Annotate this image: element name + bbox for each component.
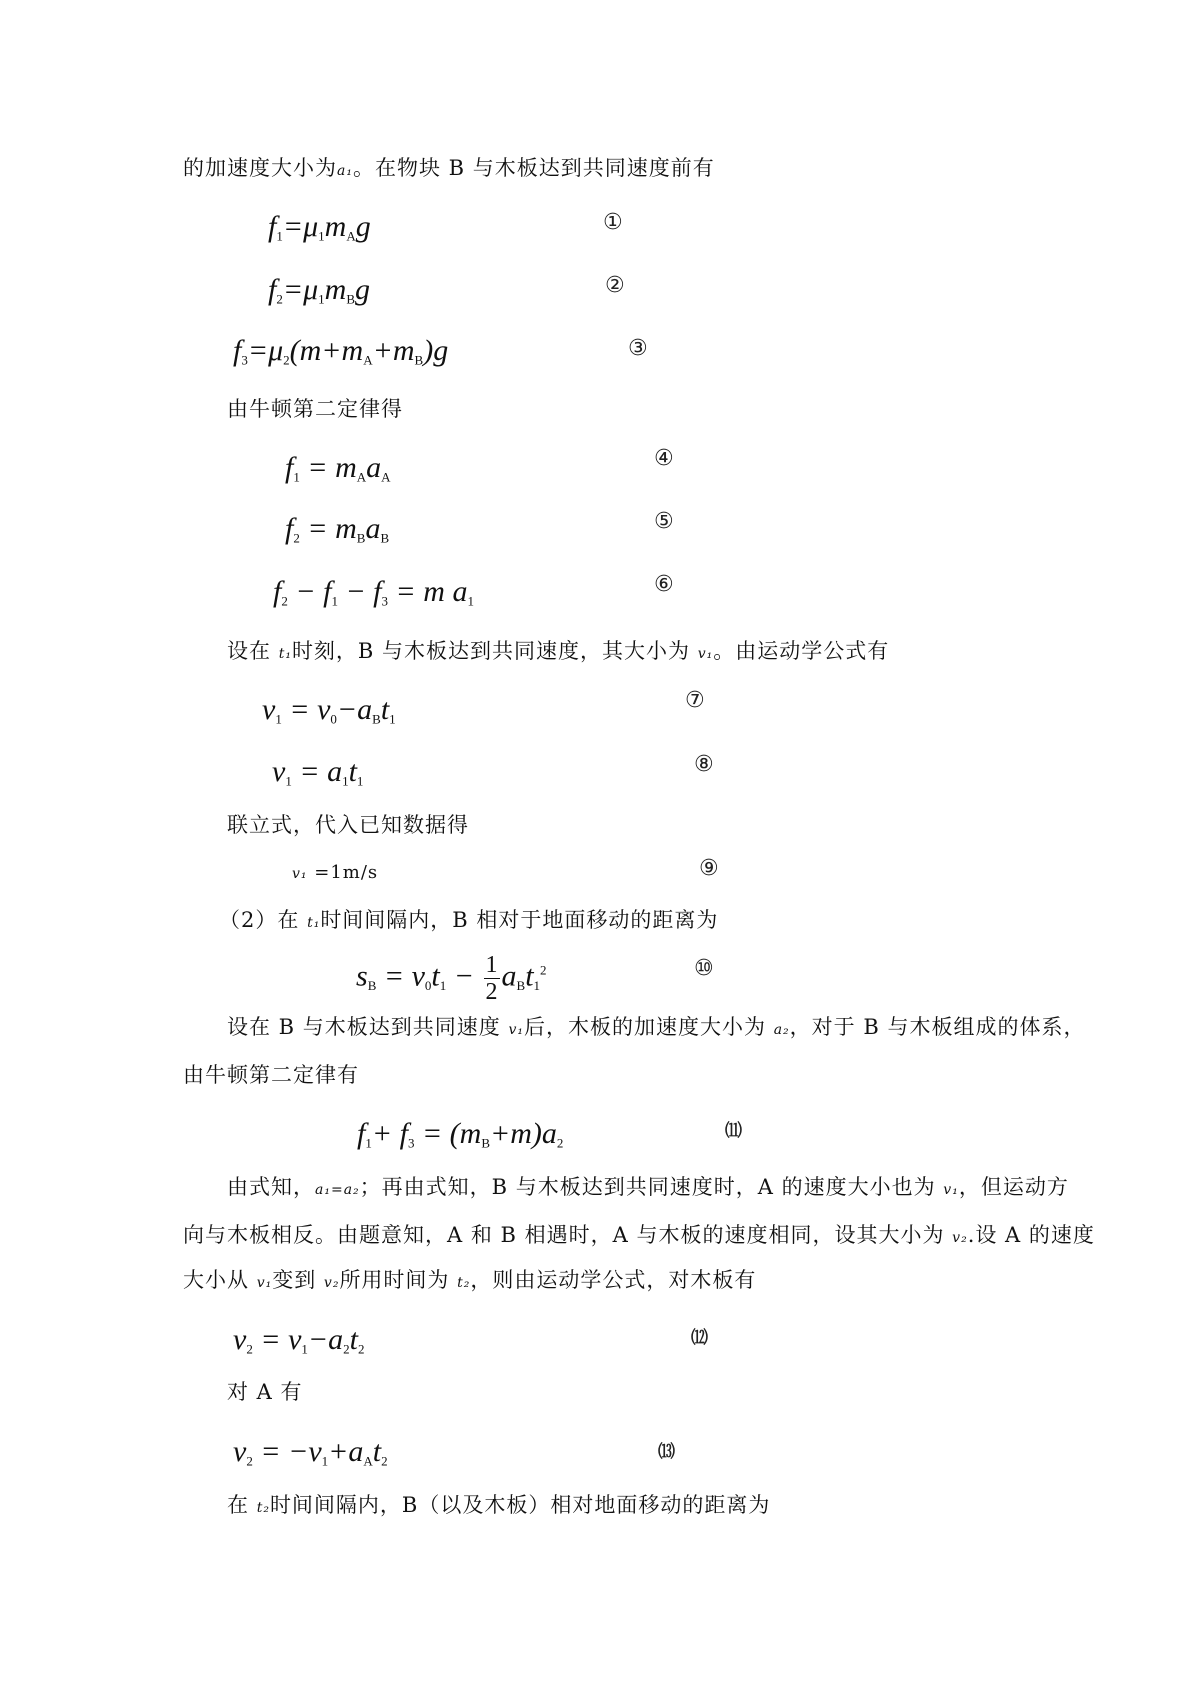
variable-t2: t₂ — [457, 1275, 471, 1291]
equation-10: $s_B = v_0t_1$ − $\frac{1}{2}$ $a_Bt_1^2$ — [356, 952, 547, 1005]
text-span: 大小从 — [183, 1268, 249, 1292]
variable-t1: t₁ — [307, 915, 321, 931]
equation-number-13: ⒀ — [658, 1442, 672, 1462]
text-span: 。由运动学公式有 — [713, 639, 890, 663]
equation-number-4: ④ — [654, 446, 674, 471]
text-span: （2）在 — [219, 908, 300, 932]
variable-v1: v₁ — [697, 646, 714, 662]
variable-a2: a₂ — [773, 1022, 790, 1038]
equation-7: $v_1 = v_0-a_Bt_1$ — [262, 693, 396, 727]
equation-number-11: ⑾ — [725, 1121, 739, 1141]
equation-11: $f_1+ f_3 = (m_B+m)a_2$ — [357, 1117, 564, 1151]
text-span: 时间间隔内，B（以及木板）相对地面移动的距离为 — [269, 1493, 771, 1517]
text-span: 的加速度大小为 — [183, 156, 337, 180]
equation-number-1: ① — [603, 210, 623, 235]
result-v1 — [292, 858, 378, 889]
fraction-numerator: 1 — [485, 952, 498, 978]
text-line-12 — [227, 1490, 770, 1523]
text-span: ；再由式知，B 与木板达到共同速度时，A 的速度大小也为 — [359, 1175, 936, 1199]
text-line-11: 对 A 有 — [227, 1380, 303, 1404]
variable-t1: t₁ — [278, 646, 292, 662]
text-span: 在 — [227, 1493, 249, 1517]
fraction-one-half — [484, 952, 500, 1005]
text-span: 设在 — [227, 639, 271, 663]
variable-a1-eq-a2: a₁=a₂ — [315, 1182, 360, 1198]
value-text: =1m/s — [314, 862, 379, 883]
variable-a1: a₁ — [337, 163, 353, 179]
equation-number-10: ⑩ — [694, 956, 714, 981]
equation-number-8: ⑧ — [694, 752, 714, 777]
text-line-4: 联立式，代入已知数据得 — [227, 813, 469, 837]
variable-v1: v₁ — [943, 1182, 959, 1198]
text-span: .设 A 的速度 — [967, 1223, 1095, 1247]
text-span: 所用时间为 — [339, 1268, 450, 1292]
text-span: ，但运动方 — [958, 1175, 1069, 1199]
text-line-7: 由牛顿第二定律有 — [183, 1063, 359, 1087]
equation-number-3: ③ — [628, 336, 648, 361]
equation-number-12: ⑿ — [691, 1328, 705, 1348]
equation-number-9: ⑨ — [699, 856, 719, 881]
equation-13: $v_2 = -v_1+a_At_2$ — [233, 1435, 388, 1469]
text-line-5 — [219, 905, 718, 938]
text-line-10 — [183, 1265, 756, 1298]
variable-t2: t₂ — [256, 1500, 270, 1516]
equation-number-5: ⑤ — [654, 509, 674, 534]
text-span: ，则由运动学公式，对木板有 — [470, 1268, 757, 1292]
equation-12: $v_2 = v_1-a_2t_2$ — [233, 1323, 365, 1357]
variable-v2: v₂ — [323, 1275, 340, 1291]
fraction-denominator: 2 — [485, 979, 498, 1005]
text-span: 设在 B 与木板达到共同速度 — [227, 1015, 501, 1039]
equation-number-2: ② — [605, 273, 625, 298]
equation-number-7: ⑦ — [685, 688, 705, 713]
text-line-9 — [183, 1220, 1095, 1253]
text-line-1 — [183, 153, 715, 186]
text-line-3 — [227, 636, 889, 669]
variable-v1: v₁ — [256, 1275, 273, 1291]
variable-v1: v₁ — [292, 866, 308, 882]
equation-8: $v_1 = a_1t_1$ — [272, 755, 364, 789]
text-span: 。在物块 B 与木板达到共同速度前有 — [352, 156, 715, 180]
variable-v1: v₁ — [508, 1022, 525, 1038]
equation-1: $f_1=\mu_1m_Ag$ — [268, 210, 371, 244]
text-span: 向与木板相反。由题意知，A 和 B 相遇时，A 与木板的速度相同，设其大小为 — [183, 1223, 945, 1247]
equation-3: $f_3=\mu_2(m+m_A+m_B)g$ — [233, 334, 449, 368]
text-line-6 — [227, 1012, 1085, 1045]
text-span: 变到 — [272, 1268, 317, 1292]
variable-v2: v₂ — [952, 1230, 968, 1246]
text-line-8 — [227, 1172, 1069, 1205]
text-line-2: 由牛顿第二定律得 — [227, 397, 403, 421]
equation-2: $f_2=\mu_1m_Bg$ — [268, 273, 370, 307]
equation-number-6: ⑥ — [654, 572, 674, 597]
text-span: 后，木板的加速度大小为 — [524, 1015, 767, 1039]
equation-4: $f_1 = m_Aa_A$ — [285, 451, 391, 485]
equation-5: $f_2 = m_Ba_B$ — [285, 512, 390, 546]
text-span: ，对于 B 与木板组成的体系， — [789, 1015, 1086, 1039]
text-span: 由式知， — [227, 1175, 315, 1199]
text-span: 时间间隔内，B 相对于地面移动的距离为 — [320, 908, 719, 932]
text-span: 时刻，B 与木板达到共同速度，其大小为 — [291, 639, 691, 663]
equation-6: $f_2 - f_1 - f_3 = m$ $a_1$ — [273, 575, 474, 609]
